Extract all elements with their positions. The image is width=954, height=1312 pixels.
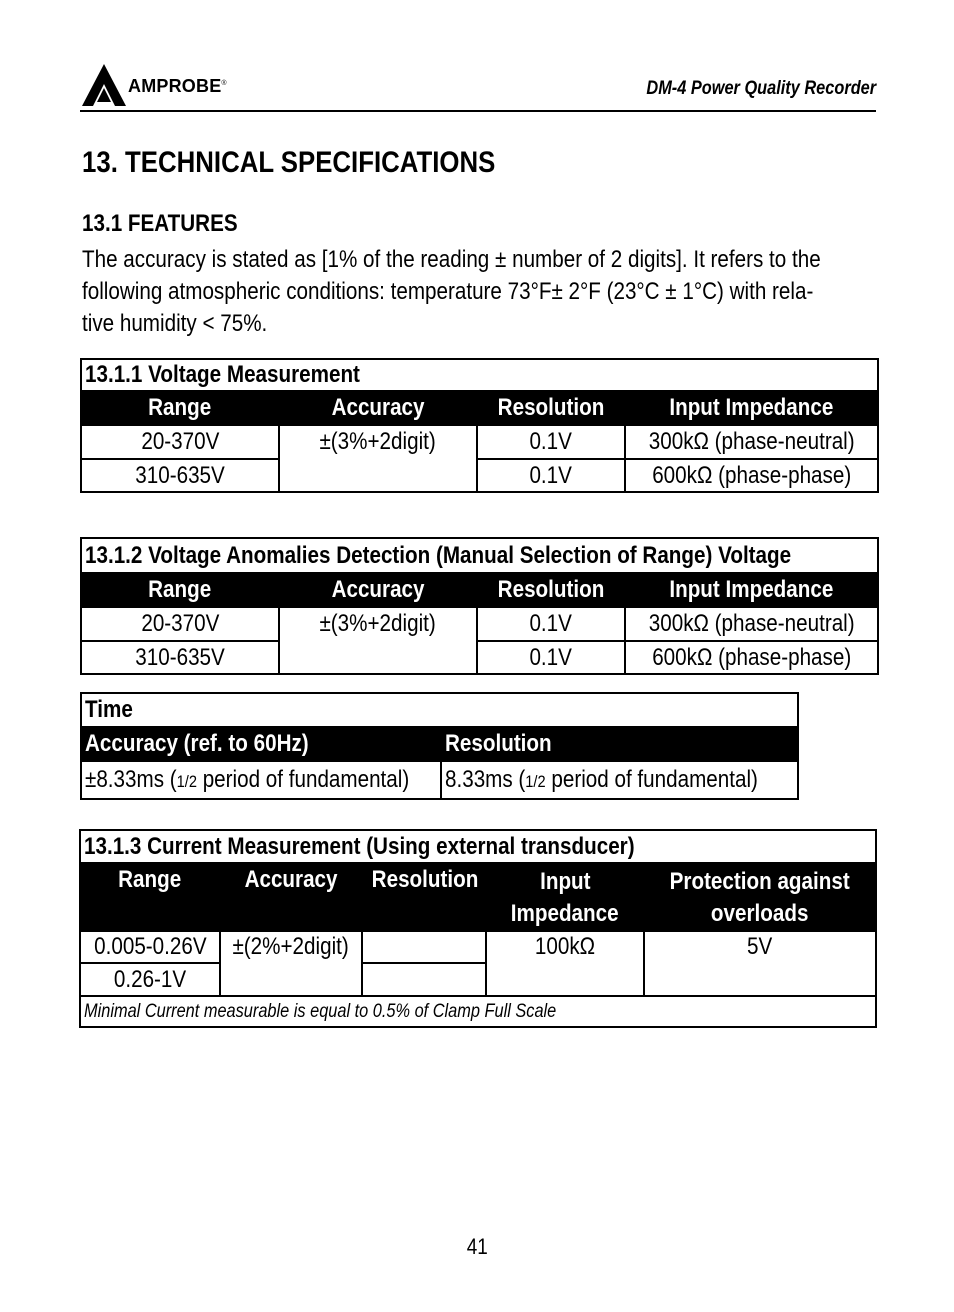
logo-wordmark: AMPROBE®: [128, 76, 227, 96]
logo-triangle-icon: [80, 62, 128, 108]
resolution-cell: 0.1V: [477, 425, 625, 459]
column-header: Accuracy: [279, 573, 477, 607]
range-cell: 0.26-1V: [80, 963, 220, 996]
accuracy-cell: ±(2%+2digit): [220, 931, 362, 996]
accuracy-cell: ±(3%+2digit): [279, 607, 477, 674]
column-header: Range: [81, 573, 279, 607]
resolution-cell: [362, 963, 486, 996]
table-row: [81, 425, 878, 459]
column-header: Input Impedance: [625, 573, 878, 607]
voltage-anomalies-table: [80, 537, 879, 675]
time-table: [80, 692, 799, 800]
column-header: Resolution: [477, 573, 625, 607]
impedance-cell: 100kΩ: [486, 931, 644, 996]
range-cell: 310-635V: [81, 459, 279, 492]
column-header: Resolution: [477, 391, 625, 425]
impedance-cell: 300kΩ (phase-neutral): [625, 425, 878, 459]
page-number: 41: [466, 1234, 488, 1259]
table-title: 13.1.1 Voltage Measurement: [81, 359, 878, 391]
impedance-cell: 600kΩ (phase-phase): [625, 641, 878, 674]
subsection-heading: 13.1 FEATURES: [82, 210, 238, 237]
resolution-cell: 0.1V: [477, 641, 625, 674]
table-row: [81, 641, 878, 674]
amprobe-logo: [80, 62, 280, 108]
resolution-cell: 0.1V: [477, 607, 625, 641]
section-heading: 13. TECHNICAL SPECIFICATIONS: [82, 146, 496, 179]
column-header: Resolution: [441, 727, 798, 761]
time-accuracy-cell: ±8.33ms (1/2 period of fundamental): [81, 761, 441, 799]
resolution-cell: 0.1V: [477, 459, 625, 492]
table-row: [80, 931, 876, 963]
resolution-cell: [362, 931, 486, 963]
column-header: Accuracy: [220, 863, 362, 931]
impedance-cell: 300kΩ (phase-neutral): [625, 607, 878, 641]
column-header: Range: [80, 863, 220, 931]
range-cell: 310-635V: [81, 641, 279, 674]
current-measurement-table: [79, 829, 877, 1028]
column-header: Input Impedance: [486, 863, 644, 931]
column-header: Resolution: [362, 863, 486, 931]
column-header: Accuracy (ref. to 60Hz): [81, 727, 441, 761]
range-cell: 20-370V: [81, 425, 279, 459]
protection-cell: 5V: [644, 931, 876, 996]
accuracy-cell: ±(3%+2digit): [279, 425, 477, 492]
range-cell: 0.005-0.26V: [80, 931, 220, 963]
table-row: [81, 607, 878, 641]
document-title: DM-4 Power Quality Recorder: [646, 78, 876, 99]
range-cell: 20-370V: [81, 607, 279, 641]
column-header: Range: [81, 391, 279, 425]
table-row: [81, 761, 798, 799]
table-title: Time: [81, 693, 798, 727]
features-paragraph: [82, 244, 954, 340]
column-header: Protection against overloads: [644, 863, 876, 931]
voltage-measurement-table: [80, 358, 879, 493]
paragraph-line: tive humidity < 75%.: [82, 310, 268, 337]
paragraph-line: The accuracy is stated as [1% of the reading ± number of 2 digits]. It refers to the: [82, 246, 821, 273]
page-header: [80, 62, 876, 112]
table-row: [81, 459, 878, 492]
column-header: Input Impedance: [625, 391, 878, 425]
table-title: 13.1.2 Voltage Anomalies Detection (Manual Selection of Range) Voltage: [81, 538, 878, 573]
impedance-cell: 600kΩ (phase-phase): [625, 459, 878, 492]
time-resolution-cell: 8.33ms (1/2 period of fundamental): [441, 761, 798, 799]
paragraph-line: following atmospheric conditions: temperature 73°F± 2°F (23°C ± 1°C) with rela-: [82, 278, 814, 305]
column-header: Accuracy: [279, 391, 477, 425]
table-footnote: Minimal Current measurable is equal to 0.5% of Clamp Full Scale: [80, 996, 876, 1027]
table-title: 13.1.3 Current Measurement (Using external transducer): [80, 830, 876, 863]
